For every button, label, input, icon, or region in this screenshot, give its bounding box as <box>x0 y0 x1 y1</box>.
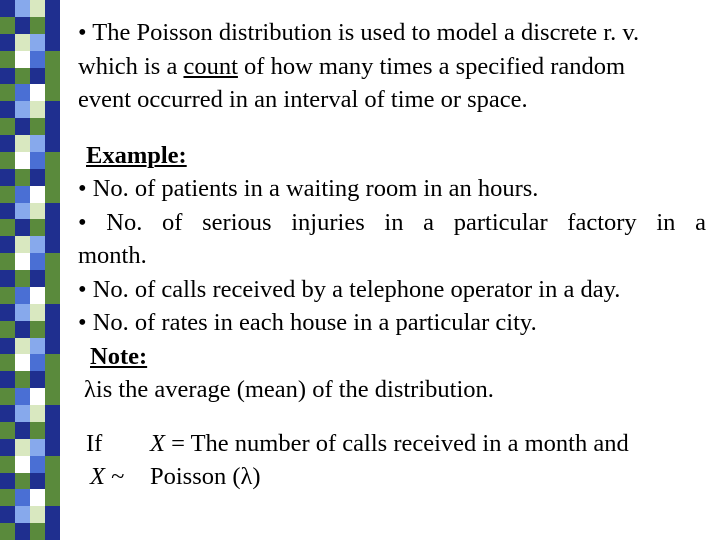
stripe-tile <box>0 371 15 388</box>
stripe-tile <box>15 253 30 270</box>
stripe-row <box>0 439 60 456</box>
stripe-tile <box>15 84 30 101</box>
stripe-tile <box>30 371 45 388</box>
stripe-tile <box>15 439 30 456</box>
stripe-tile <box>30 405 45 422</box>
stripe-tile <box>30 34 45 51</box>
stripe-tile <box>15 506 30 523</box>
stripe-tile <box>15 152 30 169</box>
stripe-tile <box>30 506 45 523</box>
stripe-tile <box>45 186 60 203</box>
stripe-tile <box>15 422 30 439</box>
stripe-tile <box>30 101 45 118</box>
count-underlined: count <box>183 52 238 80</box>
stripe-row <box>0 135 60 152</box>
stripe-tile <box>45 152 60 169</box>
stripe-tile <box>15 17 30 34</box>
stripe-row <box>0 236 60 253</box>
stripe-tile <box>30 68 45 85</box>
spacer <box>78 407 706 427</box>
stripe-row <box>0 456 60 473</box>
stripe-row <box>0 506 60 523</box>
stripe-tile <box>0 17 15 34</box>
slide-content <box>78 16 706 494</box>
stripe-tile <box>0 287 15 304</box>
stripe-tile <box>0 203 15 220</box>
stripe-tile <box>0 135 15 152</box>
stripe-tile <box>0 304 15 321</box>
stripe-tile <box>30 84 45 101</box>
stripe-row <box>0 118 60 135</box>
stripe-tile <box>30 135 45 152</box>
stripe-tile <box>45 270 60 287</box>
stripe-tile <box>30 354 45 371</box>
stripe-tile <box>45 523 60 540</box>
stripe-tile <box>0 523 15 540</box>
stripe-tile <box>30 456 45 473</box>
stripe-row <box>0 101 60 118</box>
stripe-tile <box>0 506 15 523</box>
stripe-tile <box>0 34 15 51</box>
stripe-tile <box>15 338 30 355</box>
stripe-tile <box>30 523 45 540</box>
example-heading: Example: <box>86 141 187 169</box>
stripe-tile <box>15 135 30 152</box>
stripe-tile <box>45 84 60 101</box>
stripe-tile <box>45 338 60 355</box>
stripe-tile <box>30 270 45 287</box>
stripe-row <box>0 523 60 540</box>
lambda-symbol: λ <box>84 376 96 403</box>
stripe-tile <box>45 68 60 85</box>
stripe-row <box>0 405 60 422</box>
stripe-tile <box>30 186 45 203</box>
stripe-tile <box>0 253 15 270</box>
stripe-tile <box>30 236 45 253</box>
stripe-tile <box>45 456 60 473</box>
stripe-row <box>0 287 60 304</box>
stripe-tile <box>0 338 15 355</box>
stripe-tile <box>30 388 45 405</box>
stripe-tile <box>0 236 15 253</box>
if-line: If X = The number of calls received in a month and <box>86 429 629 457</box>
stripe-tile <box>0 456 15 473</box>
stripe-tile <box>0 219 15 236</box>
stripe-tile <box>30 17 45 34</box>
example-item-2-cont: month. <box>78 242 147 269</box>
intro-line-2: which is a count of how many times a specified random <box>78 52 626 80</box>
stripe-tile <box>0 473 15 490</box>
stripe-tile <box>45 219 60 236</box>
stripe-tile <box>30 304 45 321</box>
stripe-tile <box>30 338 45 355</box>
stripe-tile <box>0 118 15 135</box>
stripe-tile <box>30 169 45 186</box>
stripe-tile <box>15 270 30 287</box>
stripe-tile <box>45 473 60 490</box>
stripe-tile <box>15 473 30 490</box>
stripe-tile <box>30 219 45 236</box>
stripe-tile <box>15 523 30 540</box>
stripe-tile <box>0 51 15 68</box>
stripe-tile <box>15 203 30 220</box>
stripe-tile <box>30 422 45 439</box>
stripe-tile <box>45 388 60 405</box>
stripe-tile <box>15 489 30 506</box>
stripe-tile <box>15 0 30 17</box>
stripe-tile <box>30 489 45 506</box>
stripe-tile <box>30 118 45 135</box>
spacer <box>78 117 706 139</box>
stripe-tile <box>30 253 45 270</box>
stripe-tile <box>15 287 30 304</box>
stripe-tile <box>15 304 30 321</box>
stripe-tile <box>0 169 15 186</box>
note-line: λis the average (mean) of the distribution. <box>84 376 494 403</box>
stripe-tile <box>15 371 30 388</box>
stripe-tile <box>45 118 60 135</box>
example-item-3: • No. of calls received by a telephone operator in a day. <box>78 275 621 303</box>
stripe-row <box>0 68 60 85</box>
stripe-tile <box>45 236 60 253</box>
stripe-tile <box>45 287 60 304</box>
stripe-tile <box>0 101 15 118</box>
stripe-row <box>0 422 60 439</box>
stripe-tile <box>15 354 30 371</box>
stripe-tile <box>0 152 15 169</box>
stripe-tile <box>45 101 60 118</box>
stripe-row <box>0 489 60 506</box>
stripe-tile <box>15 68 30 85</box>
stripe-tile <box>0 0 15 17</box>
stripe-tile <box>15 51 30 68</box>
stripe-row <box>0 51 60 68</box>
stripe-tile <box>45 506 60 523</box>
stripe-tile <box>15 456 30 473</box>
stripe-tile <box>0 84 15 101</box>
stripe-tile <box>15 405 30 422</box>
stripe-row <box>0 270 60 287</box>
example-item-4: • No. of rates in each house in a particular city. <box>78 309 537 336</box>
stripe-row <box>0 388 60 405</box>
stripe-tile <box>30 51 45 68</box>
stripe-tile <box>15 34 30 51</box>
intro-line-3: event occurred in an interval of time or space. <box>78 86 528 113</box>
stripe-row <box>0 321 60 338</box>
example-item-1: • No. of patients in a waiting room in an hours. <box>78 175 539 202</box>
distribution-line: X ~ Poisson (λ) <box>90 463 261 490</box>
stripe-tile <box>30 0 45 17</box>
example-item-2: • No. of serious injuries in a particular factory in a <box>78 208 706 236</box>
stripe-tile <box>30 203 45 220</box>
stripe-row <box>0 304 60 321</box>
stripe-row <box>0 17 60 34</box>
intro-line-1: • The Poisson distribution is used to model a discrete r. v. <box>78 19 640 46</box>
stripe-tile <box>0 422 15 439</box>
stripe-tile <box>45 203 60 220</box>
stripe-row <box>0 354 60 371</box>
stripe-row <box>0 371 60 388</box>
stripe-tile <box>45 422 60 439</box>
stripe-tile <box>30 152 45 169</box>
stripe-tile <box>45 253 60 270</box>
stripe-tile <box>45 0 60 17</box>
stripe-tile <box>15 321 30 338</box>
stripe-row <box>0 219 60 236</box>
stripe-tile <box>45 135 60 152</box>
stripe-tile <box>15 169 30 186</box>
stripe-row <box>0 0 60 17</box>
stripe-row <box>0 253 60 270</box>
stripe-tile <box>15 101 30 118</box>
stripe-tile <box>30 439 45 456</box>
stripe-tile <box>15 388 30 405</box>
stripe-tile <box>45 34 60 51</box>
stripe-tile <box>30 287 45 304</box>
stripe-tile <box>0 489 15 506</box>
note-heading: Note: <box>90 342 148 370</box>
stripe-tile <box>0 354 15 371</box>
stripe-tile <box>45 489 60 506</box>
stripe-tile <box>15 118 30 135</box>
stripe-tile <box>45 354 60 371</box>
stripe-row <box>0 34 60 51</box>
stripe-tile <box>0 68 15 85</box>
decorative-stripe <box>0 0 60 540</box>
stripe-tile <box>45 17 60 34</box>
stripe-row <box>0 473 60 490</box>
stripe-tile <box>45 405 60 422</box>
stripe-tile <box>45 304 60 321</box>
stripe-tile <box>15 236 30 253</box>
stripe-tile <box>15 186 30 203</box>
stripe-tile <box>45 321 60 338</box>
stripe-row <box>0 203 60 220</box>
stripe-row <box>0 338 60 355</box>
stripe-tile <box>0 405 15 422</box>
stripe-tile <box>0 388 15 405</box>
stripe-tile <box>15 219 30 236</box>
stripe-tile <box>45 51 60 68</box>
stripe-tile <box>45 371 60 388</box>
stripe-tile <box>30 321 45 338</box>
stripe-tile <box>45 169 60 186</box>
stripe-row <box>0 84 60 101</box>
stripe-tile <box>45 439 60 456</box>
stripe-tile <box>0 321 15 338</box>
stripe-row <box>0 152 60 169</box>
stripe-tile <box>30 473 45 490</box>
stripe-tile <box>0 270 15 287</box>
stripe-row <box>0 169 60 186</box>
stripe-row <box>0 186 60 203</box>
stripe-tile <box>0 439 15 456</box>
stripe-tile <box>0 186 15 203</box>
